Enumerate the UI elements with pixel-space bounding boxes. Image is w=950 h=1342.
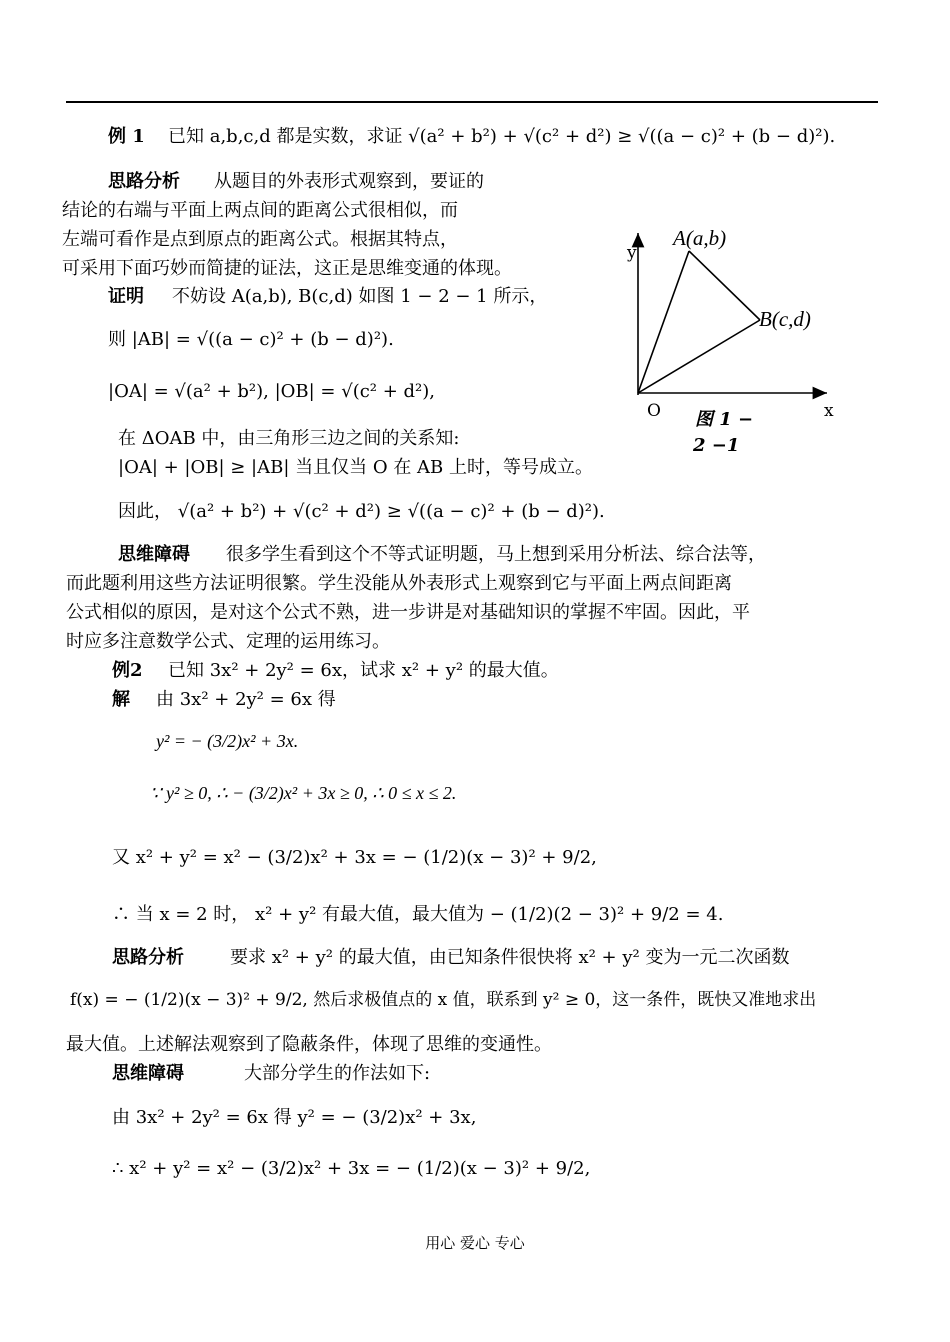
proof1-line6: 因此， √(a² + b²) + √(c² + d²) ≥ √((a − c)² + (b − d)²).: [118, 501, 605, 522]
figure-1-2-1: [605, 225, 855, 465]
x-axis-label: x: [824, 401, 834, 421]
obstacle1-line1: 很多学生看到这个不等式证明题，马上想到采用分析法、综合法等，: [226, 544, 766, 565]
segment-ob: [638, 320, 760, 393]
solution2-line2: y² = − (3/2)x² + 3x.: [156, 731, 299, 751]
obstacle2-label: 思维障碍: [112, 1063, 184, 1084]
analysis1-label: 思路分析: [108, 171, 180, 192]
analysis1-line2: 结论的右端与平面上两点间的距离公式很相似，而: [62, 200, 458, 221]
obstacle2-line3: ∴ x² + y² = x² − (3/2)x² + 3x = − (1/2)(x − 3)² + 9/2,: [112, 1158, 591, 1179]
example2-statement: 已知 3x² + 2y² = 6x，试求 x² + y² 的最大值。: [168, 660, 559, 681]
page-footer: 用心 爱心 专心: [425, 1234, 525, 1252]
example1-label: 例 1: [108, 126, 145, 147]
point-b-label: B(c,d): [759, 307, 811, 331]
example1-statement: 已知 a,b,c,d 都是实数，求证 √(a² + b²) + √(c² + d²) ≥ √((a − c)² + (b − d)²).: [168, 126, 836, 147]
obstacle1-line2: 而此题利用这些方法证明很繁。学生没能从外表形式上观察到它与平面上两点间距离: [66, 573, 732, 594]
obstacle1-line3: 公式相似的原因，是对这个公式不熟，进一步讲是对基础知识的掌握不牢固。因此，平: [66, 602, 750, 623]
origin-label: O: [647, 401, 661, 421]
analysis1-line1: 从题目的外表形式观察到，要证的: [214, 171, 484, 192]
obstacle1-line4: 时应多注意数学公式、定理的运用练习。: [66, 631, 390, 652]
proof1-label: 证明: [108, 286, 144, 307]
proof1-line5: |OA| + |OB| ≥ |AB| 当且仅当 O 在 AB 上时，等号成立。: [118, 457, 593, 478]
solution2-line1: 由 3x² + 2y² = 6x 得: [156, 689, 336, 710]
obstacle2-line1: 大部分学生的作法如下:: [244, 1063, 431, 1084]
solution2-label: 解: [112, 689, 130, 710]
solution2-line3: ∵ y² ≥ 0, ∴ − (3/2)x² + 3x ≥ 0, ∴ 0 ≤ x ≤ 2.: [150, 783, 457, 803]
segment-oa: [638, 251, 689, 393]
figure-caption-line2: 2 −1: [693, 435, 740, 456]
point-a-label: A(a,b): [673, 226, 727, 250]
solution2-line5: ∴ 当 x = 2 时， x² + y² 有最大值，最大值为 − (1/2)(2 − 3)² + 9/2 = 4.: [112, 904, 724, 925]
analysis2-line2: f(x) = − (1/2)(x − 3)² + 9/2, 然后求极值点的 x 值，联系到 y² ≥ 0，这一条件，既快又准地求出: [70, 990, 817, 1010]
obstacle1-label: 思维障碍: [118, 544, 190, 565]
segment-ab: [689, 251, 760, 320]
figure-caption-line1: 图 1 −: [695, 409, 754, 430]
analysis2-label: 思路分析: [112, 947, 184, 968]
analysis2-line1: 要求 x² + y² 的最大值，由已知条件很快将 x² + y² 变为一元二次函数: [230, 947, 790, 968]
analysis1-line4: 可采用下面巧妙而简捷的证法，这正是思维变通的体现。: [62, 258, 512, 279]
analysis2-line3: 最大值。上述解法观察到了隐蔽条件，体现了思维的变通性。: [66, 1034, 552, 1055]
proof1-line3: |OA| = √(a² + b²), |OB| = √(c² + d²),: [108, 381, 436, 402]
y-axis-label: y: [627, 243, 637, 263]
example2-label: 例2: [112, 660, 143, 681]
obstacle2-line2: 由 3x² + 2y² = 6x 得 y² = − (3/2)x² + 3x,: [112, 1107, 477, 1128]
proof1-line4: 在 ΔOAB 中，由三角形三边之间的关系知:: [118, 428, 460, 449]
solution2-line4: 又 x² + y² = x² − (3/2)x² + 3x = − (1/2)(x − 3)² + 9/2,: [112, 847, 597, 868]
proof1-line1: 不妨设 A(a,b), B(c,d) 如图 1 − 2 − 1 所示，: [172, 286, 548, 307]
header-rule: [66, 101, 878, 103]
proof1-line2: 则 |AB| = √((a − c)² + (b − d)²).: [108, 329, 394, 350]
analysis1-line3: 左端可看作是点到原点的距离公式。根据其特点，: [62, 229, 458, 250]
